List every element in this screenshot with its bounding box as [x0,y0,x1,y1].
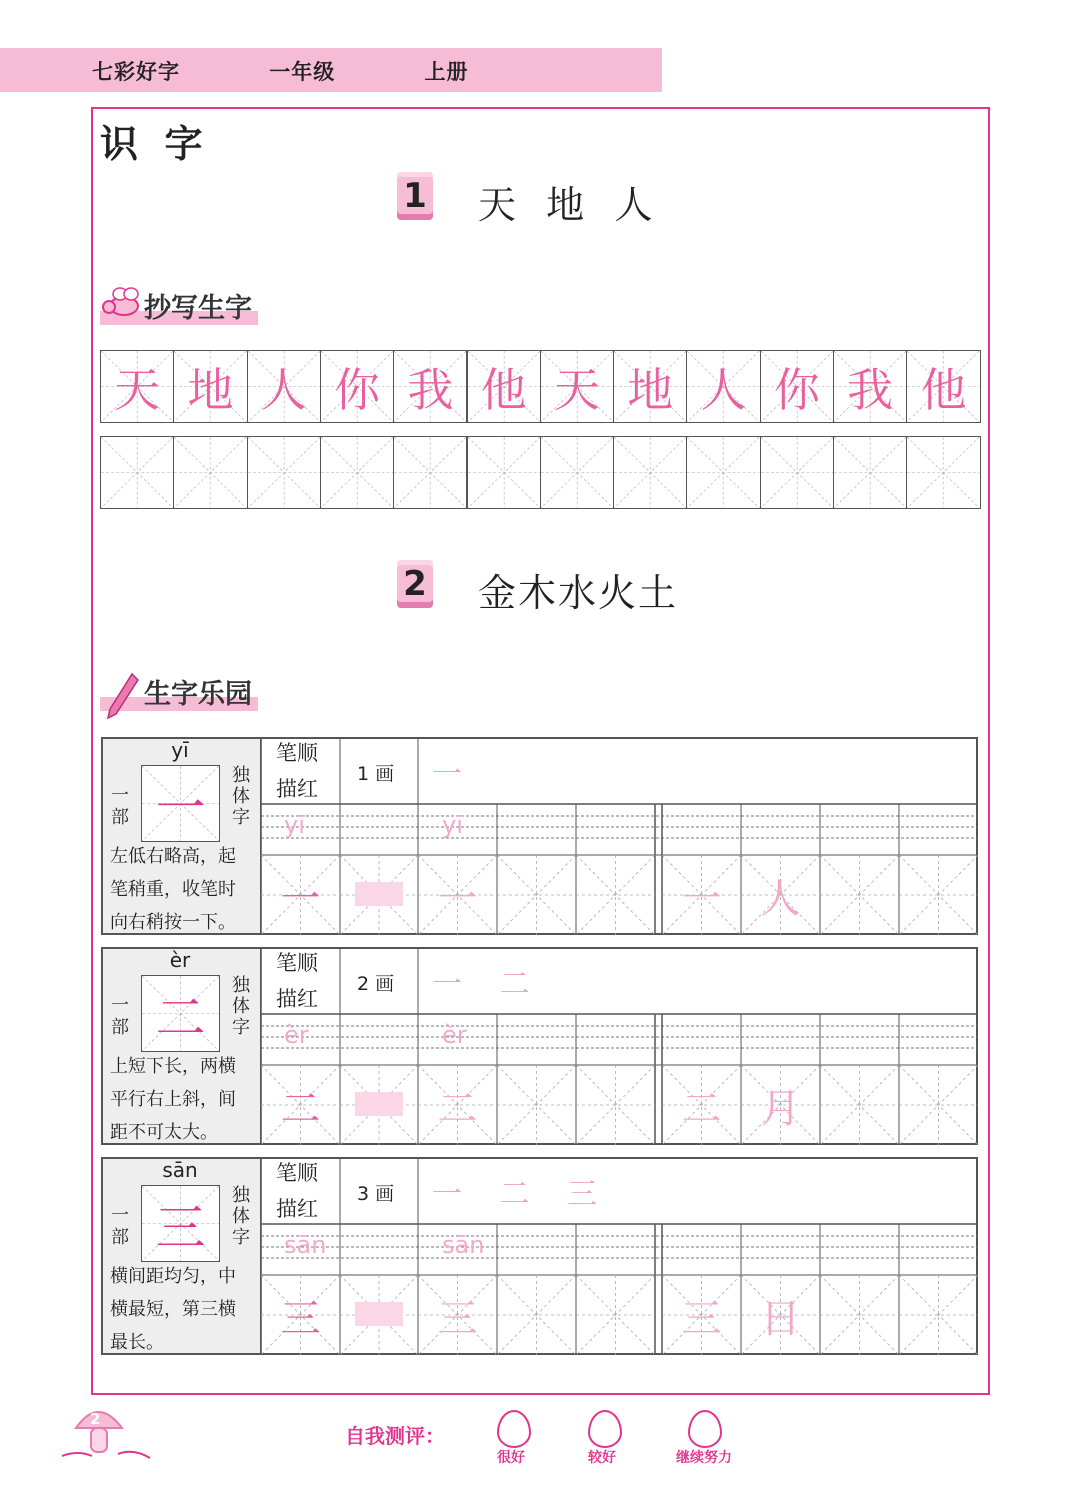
pinyin-trace: èr [284,1021,309,1049]
main-char: 一 [155,778,206,837]
volume-label: 上册 [424,60,469,84]
copy-grid-cell [247,350,321,423]
stroke-demo: 一 二 [432,967,544,1002]
tip-line: 上短下长，两横 [110,1056,236,1077]
copy-grid-cell [613,350,687,423]
garden-section-label: 生字乐园 [100,672,258,711]
lesson-1-title: 天 地 人 [478,183,655,227]
tip-line: 向右稍按一下。 [110,912,236,933]
label-stroke-order: 笔顺 [276,951,318,975]
word-char: 日 [760,1295,801,1342]
radical-label: 一部 [111,1205,129,1248]
garden-section-heading [100,672,258,711]
label-stroke-order: 笔顺 [276,1161,318,1185]
pinyin-trace: èr [442,1021,467,1049]
trace-char: 二 [280,1085,321,1132]
copy-grid-cell [760,436,834,509]
copy-char: 他 [920,362,967,417]
structure-label: 独体字 [232,765,250,828]
trace-highlight [355,1092,403,1116]
rating-face-icon[interactable] [588,1410,622,1448]
word-char: 一 [681,875,722,922]
radical-label: 一部 [111,785,129,828]
radical-label: 一部 [111,995,129,1038]
word-char: 二 [681,1085,722,1132]
copy-char: 我 [407,362,454,417]
copy-char: 天 [114,362,161,417]
stroke-demo: 一 [432,757,476,792]
self-eval-label: 自我测评： [345,1424,445,1448]
word-char: 月 [760,1085,801,1132]
copy-grid-cell [100,436,174,509]
stroke-count: 2 画 [357,973,395,995]
copy-char: 地 [187,362,234,417]
lesson-2-number: 2 [397,560,433,608]
main-char: 三 [155,1198,206,1257]
rating-face-icon[interactable] [497,1410,531,1448]
copy-grid-cell [686,436,760,509]
mushroom-icon [58,1398,168,1470]
copy-grid-cell [100,350,174,423]
label-trace: 描红 [276,777,318,801]
lesson-1-number: 1 [397,172,433,220]
tip-line: 左低右略高，起 [110,846,236,867]
book-title: 七彩好字 [92,60,180,84]
tip-line: 距不可太大。 [110,1122,218,1143]
copy-grid-cell [173,436,247,509]
copy-grid-cell [320,350,394,423]
trace-highlight [355,1302,403,1326]
char-pinyin: èr [169,948,191,972]
tip-line: 最长。 [110,1332,164,1353]
tip-line: 平行右上斜，间 [110,1089,236,1110]
trace-highlight [355,882,403,906]
copy-grid-cell [906,350,980,423]
copy-grid-cell [540,350,614,423]
copy-grid-cell [760,350,834,423]
grade-label: 一年级 [269,60,336,84]
trace-char-light: 二 [437,1085,478,1132]
char-pinyin: yī [171,738,189,762]
trace-char-light: 三 [437,1295,478,1342]
rating-face-icon[interactable] [688,1410,722,1448]
copy-char: 你 [334,362,381,417]
structure-label: 独体字 [232,975,250,1038]
pinyin-trace: sān [442,1231,485,1259]
char-pinyin: sān [162,1158,198,1182]
label-trace: 描红 [276,987,318,1011]
copy-char: 他 [480,362,527,417]
copy-grid-cell [320,436,394,509]
copy-grid-cell [467,350,541,423]
copy-char: 人 [700,362,747,417]
page-number: 2 [90,1410,101,1428]
pencil-icon [104,672,140,720]
copy-grid-cell [906,436,980,509]
word-char: 人 [760,875,801,922]
copy-grid-cell [173,350,247,423]
trace-char: 三 [280,1295,321,1342]
copy-char: 我 [847,362,894,417]
rating-label[interactable]: 很好 [497,1450,525,1466]
copy-grid-cell [393,436,467,509]
copy-grid-cell [540,436,614,509]
copy-grid-cell [393,350,467,423]
rating-label[interactable]: 较好 [588,1450,616,1466]
copy-grid-cell [833,350,907,423]
label-stroke-order: 笔顺 [276,741,318,765]
copy-grid-cell [247,436,321,509]
copy-grid-cell [467,436,541,509]
structure-label: 独体字 [232,1185,250,1248]
pinyin-trace: sān [284,1231,327,1259]
copy-char: 地 [627,362,674,417]
label-trace: 描红 [276,1197,318,1221]
book-header [92,56,469,86]
stroke-demo: 一 二 三 [432,1177,612,1212]
stroke-count: 3 画 [357,1183,395,1205]
copy-section-label: 抄写生字 [100,286,258,325]
bee-icon [100,286,144,324]
copy-section-heading [100,286,258,325]
copy-char: 天 [553,362,600,417]
copy-char: 人 [260,362,307,417]
copy-char: 你 [773,362,820,417]
pinyin-trace: yī [442,811,463,839]
main-char: 二 [155,988,206,1047]
lesson-2-title: 金木水火土 [478,571,679,615]
tip-line: 笔稍重，收笔时 [110,879,236,900]
trace-char-light: 一 [437,875,478,922]
rating-label[interactable]: 继续努力 [676,1450,732,1466]
stroke-count: 1 画 [357,763,395,785]
copy-grid-cell [833,436,907,509]
copy-grid-cell [613,436,687,509]
trace-char: 一 [280,875,321,922]
copy-grid-cell [686,350,760,423]
word-char: 三 [681,1295,722,1342]
tip-line: 横最短，第三横 [110,1299,236,1320]
pinyin-trace: yī [284,811,305,839]
section-title: 识 字 [100,121,203,166]
tip-line: 横间距均匀，中 [110,1266,236,1287]
